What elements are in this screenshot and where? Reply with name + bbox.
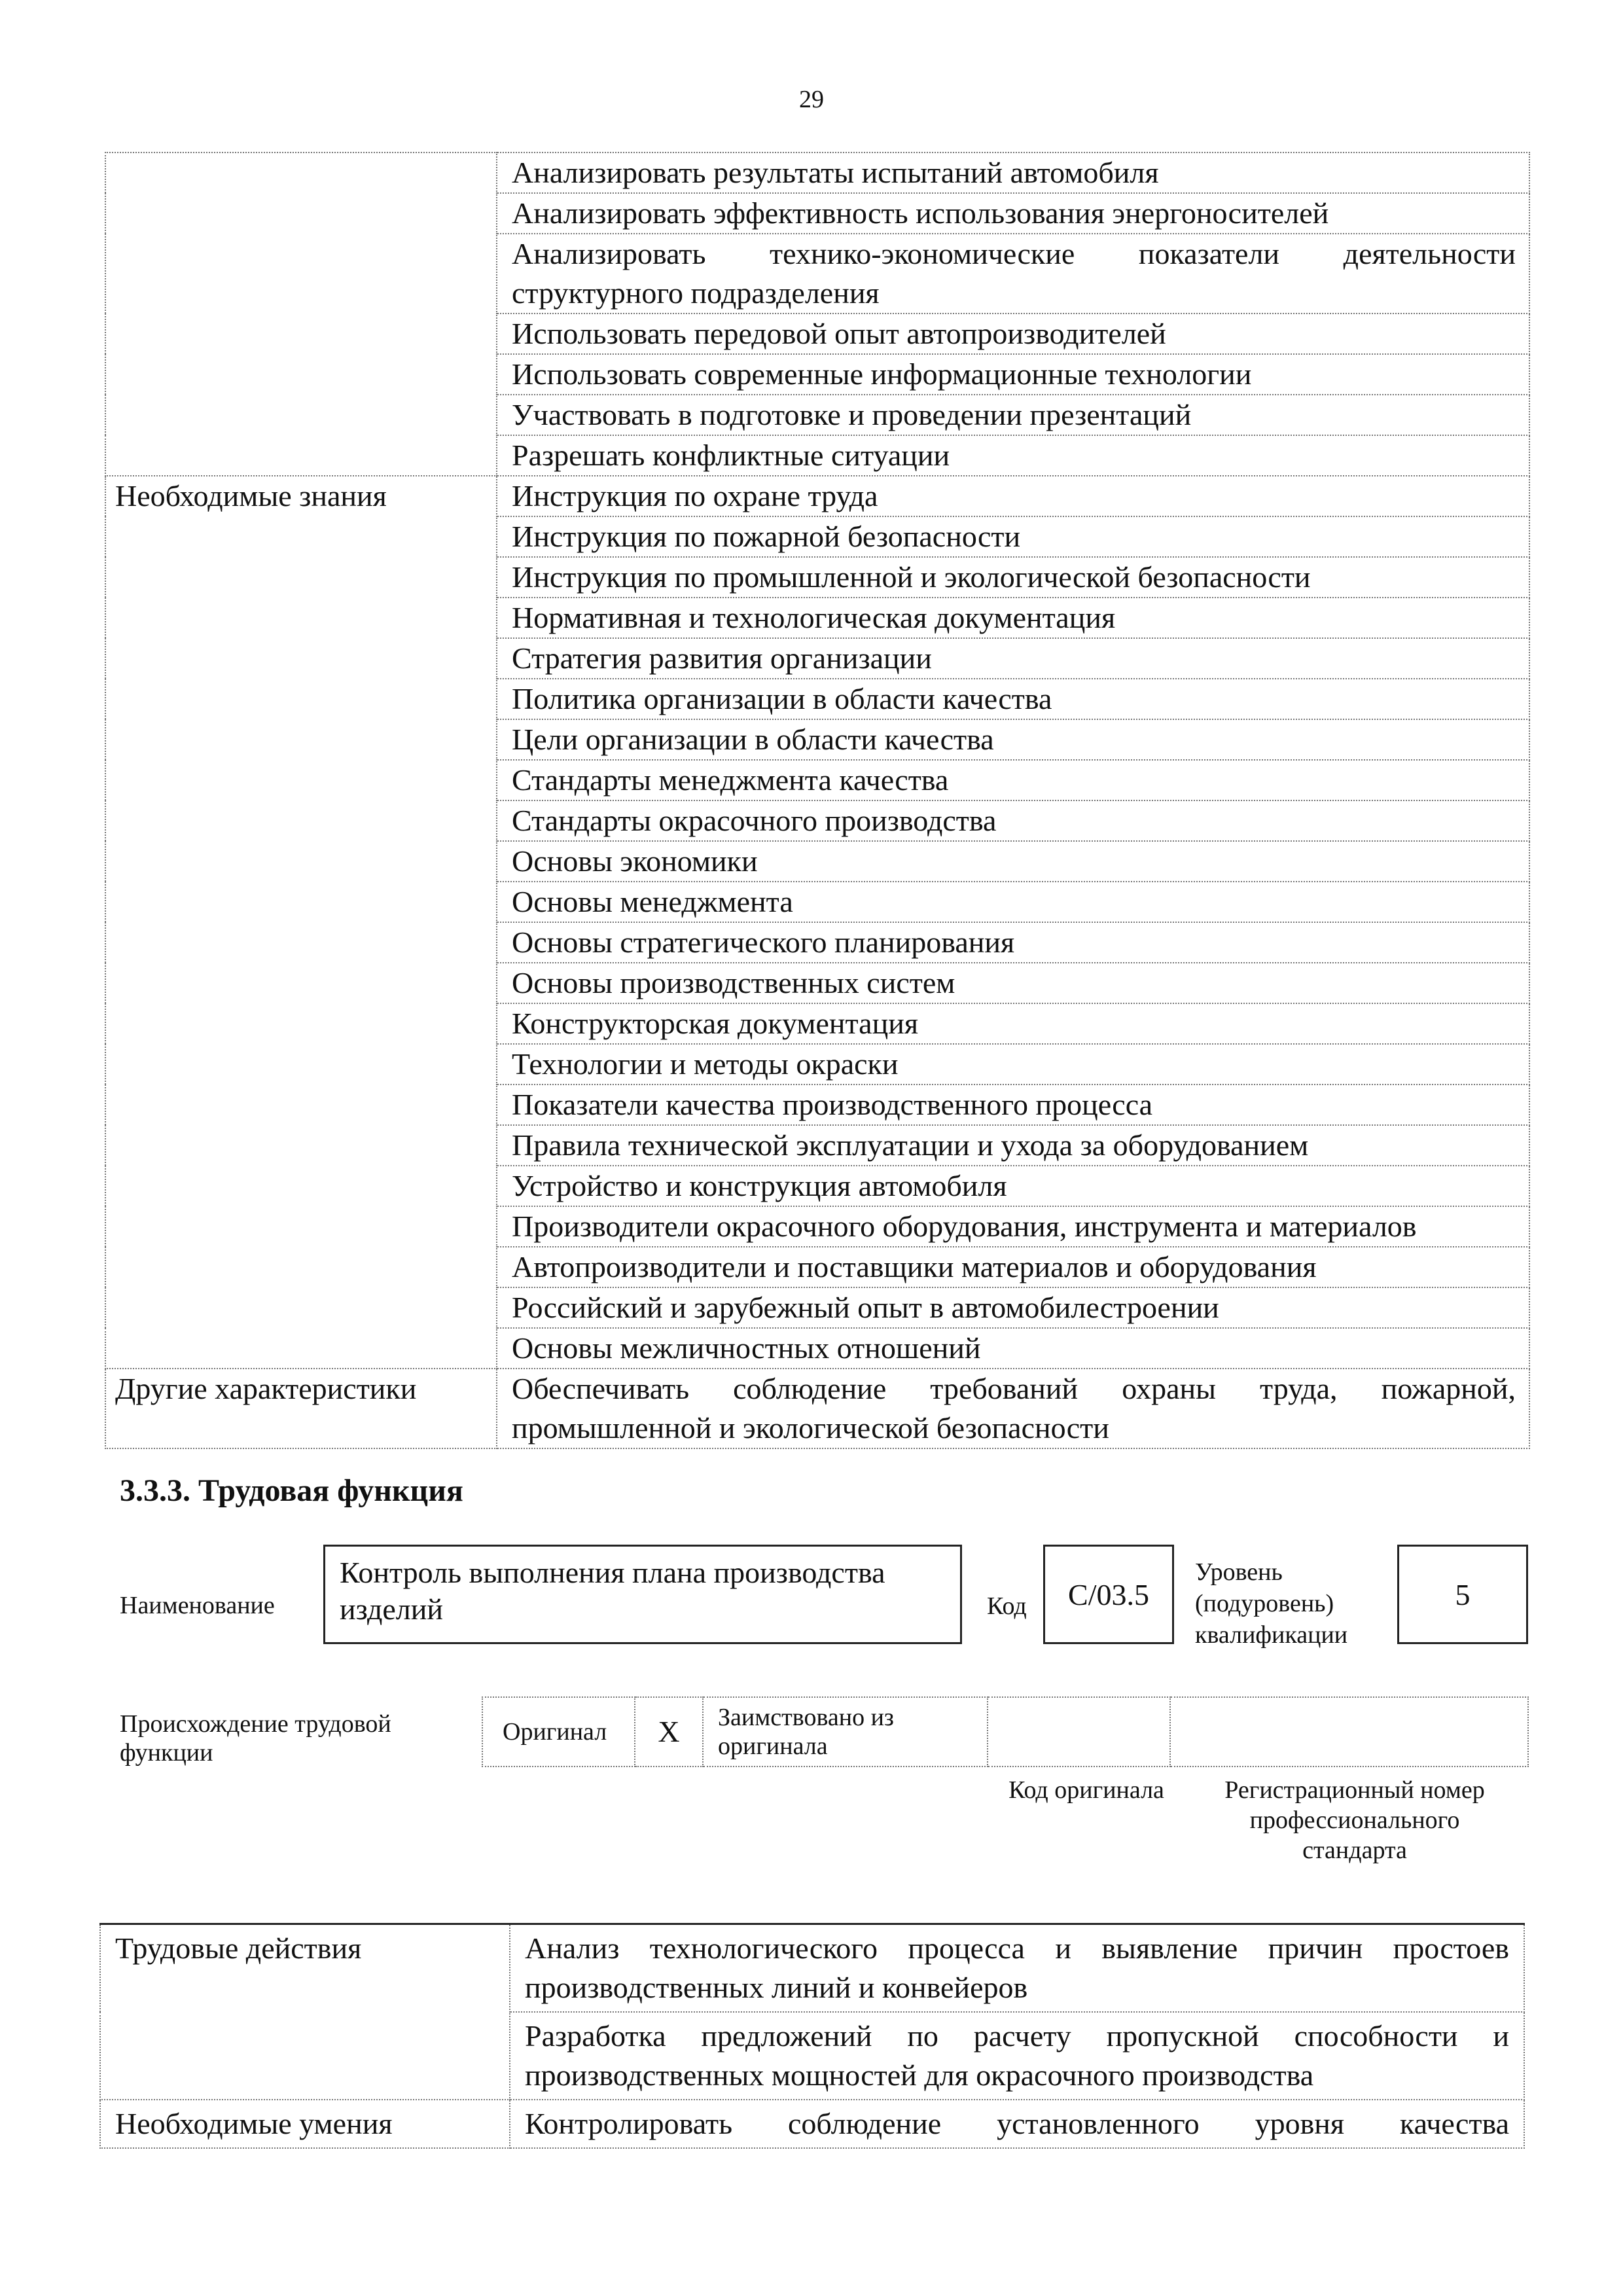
row-value-cell: Использовать передовой опыт автопроизводителей — [497, 314, 1529, 354]
row-label-cell — [105, 1369, 497, 1448]
row-value-cell: Правила технической эксплуатации и ухода за оборудованием — [497, 1125, 1529, 1166]
row-label-cell — [100, 2100, 510, 2148]
row-label: Другие характеристики — [115, 1372, 417, 1405]
name-value-box — [323, 1545, 962, 1644]
row-label-cell — [100, 1924, 510, 2100]
row-value-cell: Стратегия развития организации — [497, 638, 1529, 679]
row-value-cell: Использовать современные информационные технологии — [497, 354, 1529, 395]
row-label-cell — [105, 476, 497, 1369]
level-value: 5 — [1455, 1577, 1471, 1611]
table-row — [105, 1369, 1529, 1448]
original-label: Оригинал — [503, 1718, 607, 1746]
row-value-cell: Устройство и конструкция автомобиля — [497, 1166, 1529, 1206]
row-value-cell: Анализировать результаты испытаний автомобиля — [497, 152, 1529, 193]
row-value-cell: Основы межличностных отношений — [497, 1328, 1529, 1369]
row-value-cell: Разрешать конфликтные ситуации — [497, 435, 1529, 476]
row-value-cell: Анализировать технико-экономические показатели деятельности структурного подразделения — [497, 234, 1529, 314]
original-code-cell — [988, 1697, 1170, 1767]
row-value-cell: Стандарты менеджмента качества — [497, 760, 1529, 800]
table-row — [100, 2100, 1524, 2148]
origin-table — [482, 1696, 1529, 1767]
page-number: 29 — [799, 86, 824, 113]
name-label: Наименование — [120, 1592, 275, 1619]
row-value-cell: Участвовать в подготовке и проведении презентаций — [497, 395, 1529, 435]
skills-knowledge-table — [105, 152, 1530, 1449]
function-name: Контроль выполнения плана производства изделий — [340, 1556, 885, 1626]
borrowed-cell — [703, 1697, 988, 1767]
row-value-cell: Стандарты окрасочного производства — [497, 800, 1529, 841]
original-mark: X — [658, 1715, 680, 1748]
row-value-cell: Обеспечивать соблюдение требований охраны труда, пожарной, промышленной и экологической безопасности — [497, 1369, 1529, 1448]
code-value: C/03.5 — [1068, 1577, 1149, 1611]
row-value-cell: Инструкция по охране труда — [497, 476, 1529, 516]
section-title: 3.3.3. Трудовая функция — [120, 1473, 463, 1508]
table-row — [105, 476, 1529, 516]
original-cell — [482, 1697, 635, 1767]
row-value-cell: Политика организации в области качества — [497, 679, 1529, 719]
code-value-box — [1043, 1545, 1174, 1644]
reg-caption: Регистрационный номер профессионального стандарта — [1224, 1776, 1485, 1864]
row-value-cell: Инструкция по пожарной безопасности — [497, 516, 1529, 557]
row-label: Необходимые умения — [115, 2107, 393, 2140]
labor-actions-table — [99, 1923, 1525, 2149]
code-label: Код — [987, 1592, 1027, 1620]
row-value-cell: Основы менеджмента — [497, 882, 1529, 922]
row-value-cell: Основы производственных систем — [497, 963, 1529, 1003]
row-value-cell: Показатели качества производственного процесса — [497, 1085, 1529, 1125]
row-value-cell: Нормативная и технологическая документация — [497, 598, 1529, 638]
table-row — [100, 1924, 1524, 2013]
row-value-cell: Конструкторская документация — [497, 1003, 1529, 1044]
row-value-cell: Технологии и методы окраски — [497, 1044, 1529, 1085]
row-label: Трудовые действия — [115, 1931, 362, 1965]
row-value-cell: Производители окрасочного оборудования, инструмента и материалов — [497, 1206, 1529, 1247]
row-value-cell: Автопроизводители и поставщики материалов и оборудования — [497, 1247, 1529, 1287]
row-value-cell: Разработка предложений по расчету пропускной способности и производственных мощностей для окрасочного производства — [510, 2012, 1524, 2100]
row-value-cell: Анализ технологического процесса и выявление причин простоев производственных линий и конвейеров — [510, 1924, 1524, 2013]
level-label: Уровень (подуровень) квалификации — [1195, 1558, 1348, 1649]
row-value-cell: Основы экономики — [497, 841, 1529, 882]
row-value-cell: Контролировать соблюдение установленного уровня качества — [510, 2100, 1524, 2148]
row-value-cell: Основы стратегического планирования — [497, 922, 1529, 963]
registration-number-cell — [1170, 1697, 1528, 1767]
row-label: Необходимые знания — [115, 479, 387, 512]
row-value-cell: Цели организации в области качества — [497, 719, 1529, 760]
row-label-cell — [105, 152, 497, 476]
row-value-cell: Инструкция по промышленной и экологической безопасности — [497, 557, 1529, 598]
level-value-box — [1397, 1545, 1528, 1644]
table-row — [105, 152, 1529, 193]
code-caption: Код оригинала — [1008, 1776, 1164, 1804]
row-value-cell: Российский и зарубежный опыт в автомобилестроении — [497, 1287, 1529, 1328]
row-value-cell: Анализировать эффективность использования энергоносителей — [497, 193, 1529, 234]
original-mark-cell — [635, 1697, 703, 1767]
origin-label: Происхождение трудовой функции — [120, 1710, 391, 1767]
borrowed-label: Заимствовано из оригинала — [718, 1704, 894, 1760]
